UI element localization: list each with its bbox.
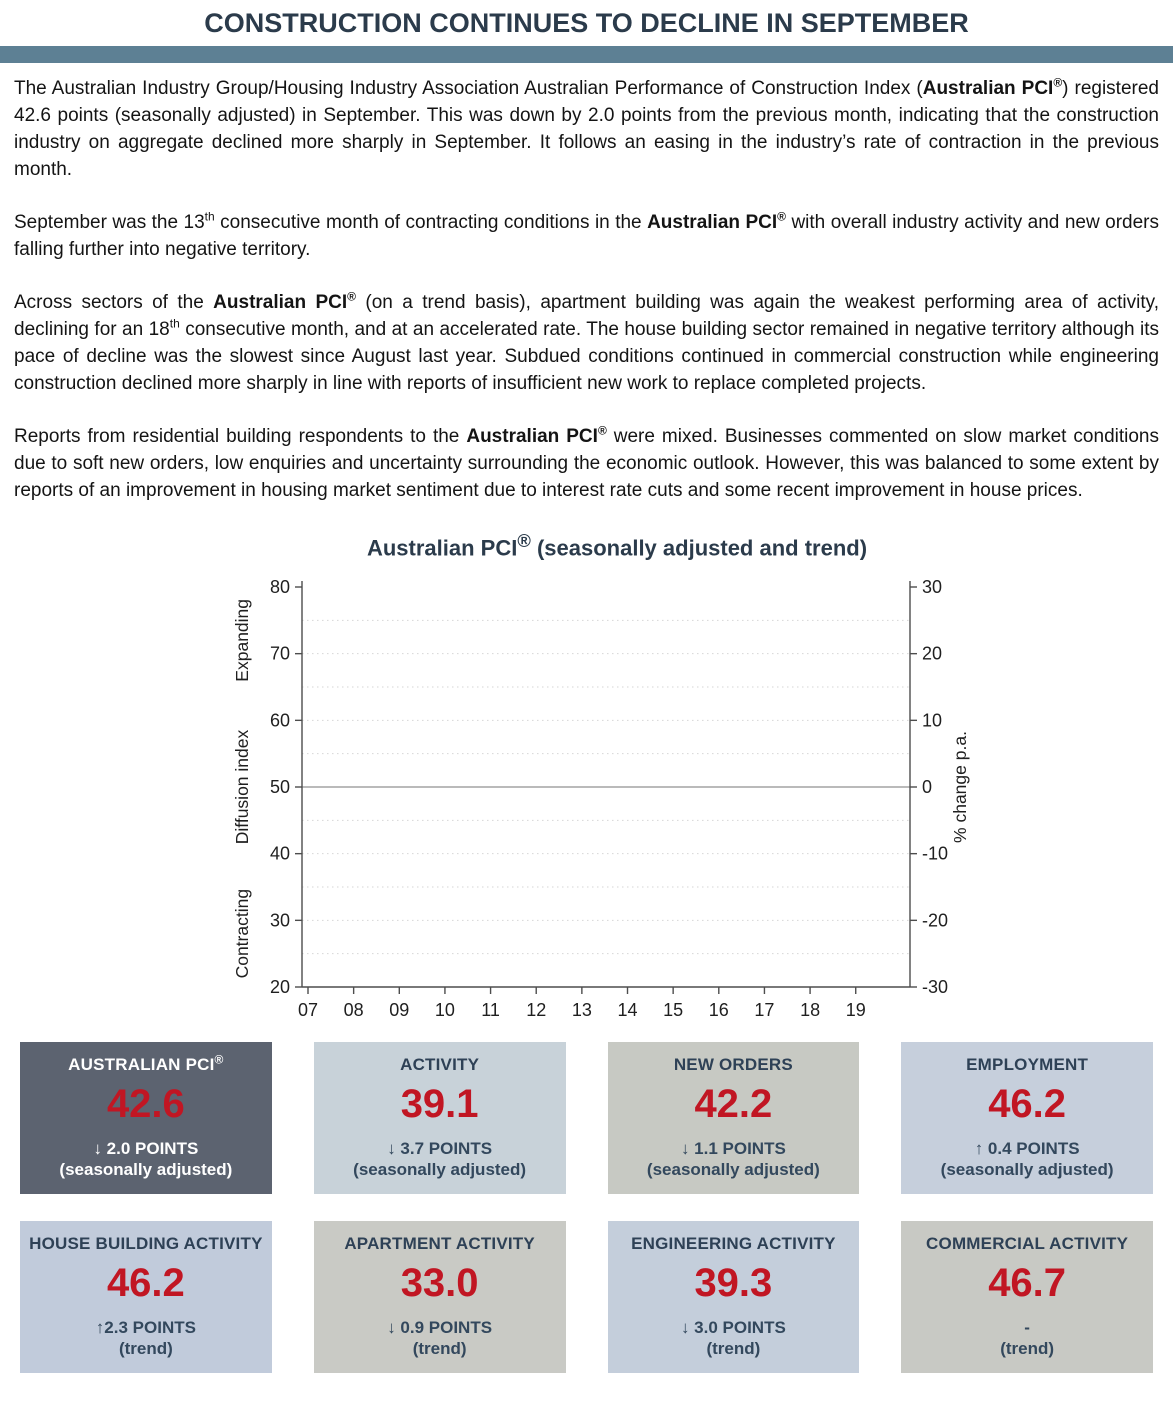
stat-box-basis: (trend) — [118, 1339, 173, 1359]
svg-text:70: 70 — [269, 643, 290, 664]
stat-box-value: 33.0 — [400, 1261, 479, 1306]
paragraph-sectors: Across sectors of the Australian PCI® (on a trend basis), apartment building was again the weakest performing area of activity, declining for an 18th consecutive month, and at an accelerated rate. The house building sector remained in negative territory although its pace of decline was the slowest since August last year. Subdued conditions continued in commercial construction while engineering construction declined more sharply in line with reports of insufficient new work to replace completed projects. — [14, 289, 1159, 394]
pci-chart — [222, 561, 1012, 1031]
paragraph-residential-reports: Reports from residential building respondents to the Australian PCI® were mixed. Businesses commented on slow market conditions due to soft new orders, low enquiries and uncertainty surrounding the economic outlook. However, this was balanced to some extent by reports of an improvement in housing market sentiment due to interest rate cuts and some recent improvement in house prices. — [14, 423, 1159, 501]
stat-box-basis: (trend) — [412, 1339, 467, 1359]
accent-divider-bar — [0, 46, 1173, 63]
stat-box-employment — [901, 1042, 1153, 1194]
stat-box-title: HOUSE BUILDING ACTIVITY — [29, 1234, 263, 1254]
stat-box-change: ↑ 0.4 POINTS — [974, 1139, 1080, 1159]
stat-box-change: ↑2.3 POINTS — [95, 1318, 196, 1338]
stat-box-value: 39.1 — [400, 1082, 479, 1127]
svg-text:12: 12 — [526, 1000, 547, 1021]
stat-box-change: ↓ 0.9 POINTS — [387, 1318, 493, 1338]
svg-text:30: 30 — [922, 577, 943, 598]
stat-box-new-orders — [608, 1042, 860, 1194]
stat-box-change: ↓ 3.0 POINTS — [680, 1318, 786, 1338]
stat-box-basis: (trend) — [1000, 1339, 1055, 1359]
stat-box-activity — [314, 1042, 566, 1194]
stat-box-value: 42.2 — [694, 1082, 773, 1127]
stat-box-title: APARTMENT ACTIVITY — [344, 1234, 535, 1254]
svg-text:19: 19 — [845, 1000, 866, 1021]
stat-box-engineering-activity — [608, 1221, 860, 1373]
stat-box-title: COMMERCIAL ACTIVITY — [926, 1234, 1129, 1254]
stat-box-title: EMPLOYMENT — [966, 1055, 1089, 1075]
svg-text:10: 10 — [922, 710, 943, 731]
svg-text:11: 11 — [481, 1000, 500, 1021]
pci-chart-section — [222, 530, 1012, 1036]
stat-box-value: 46.2 — [988, 1082, 1067, 1127]
svg-text:07: 07 — [297, 1000, 319, 1021]
svg-text:-30: -30 — [922, 977, 949, 998]
svg-text:13: 13 — [571, 1000, 592, 1021]
svg-text:0: 0 — [922, 777, 933, 798]
chart-title: Australian PCI® (seasonally adjusted and trend) — [366, 530, 868, 561]
paragraph-overview: The Australian Industry Group/Housing Industry Association Australian Performance of Construction Index (Australian PCI®) registered 42.6 points (seasonally adjusted) in September. This was down by 2.0 points from the previous month, indicating that the construction industry on aggregate declined more sharply in September. It follows an easing in the industry’s rate of contraction in the previous month. — [14, 75, 1159, 180]
svg-text:Diffusion index: Diffusion index — [232, 730, 252, 845]
svg-text:08: 08 — [343, 1000, 364, 1021]
stat-box-value: 39.3 — [694, 1261, 773, 1306]
svg-text:40: 40 — [269, 843, 290, 864]
stat-box-australian-pci — [20, 1042, 272, 1194]
svg-text:80: 80 — [269, 577, 290, 598]
stat-box-change: ↓ 3.7 POINTS — [387, 1139, 493, 1159]
stat-box-basis: (trend) — [706, 1339, 761, 1359]
svg-text:17: 17 — [754, 1000, 775, 1021]
svg-text:Expanding: Expanding — [232, 599, 252, 683]
svg-text:-20: -20 — [922, 910, 949, 931]
svg-text:16: 16 — [708, 1000, 729, 1021]
stat-box-title: NEW ORDERS — [673, 1055, 793, 1075]
stat-box-value: 42.6 — [106, 1082, 185, 1127]
stat-box-change: ↓ 1.1 POINTS — [680, 1139, 786, 1159]
svg-text:14: 14 — [617, 1000, 638, 1021]
svg-text:Contracting: Contracting — [232, 889, 252, 979]
svg-text:09: 09 — [389, 1000, 410, 1021]
svg-text:30: 30 — [269, 910, 290, 931]
stat-box-title: ACTIVITY — [400, 1055, 480, 1075]
stat-box-basis: (seasonally adjusted) — [646, 1160, 820, 1180]
paragraph-consecutive-months: September was the 13th consecutive month of contracting conditions in the Australian PCI® with overall industry activity and new orders falling further into negative territory. — [14, 209, 1159, 260]
svg-text:20: 20 — [922, 643, 943, 664]
stat-box-commercial-activity — [901, 1221, 1153, 1373]
stat-box-change: ↓ 2.0 POINTS — [93, 1139, 199, 1159]
svg-text:60: 60 — [269, 710, 290, 731]
svg-text:-10: -10 — [922, 843, 949, 864]
body-text — [0, 75, 1173, 504]
stat-box-value: 46.2 — [106, 1261, 185, 1306]
stat-box-apartment-activity — [314, 1221, 566, 1373]
stat-box-title: AUSTRALIAN PCI® — [68, 1052, 224, 1075]
stat-box-basis: (seasonally adjusted) — [353, 1160, 527, 1180]
stat-box-house-building-activity — [20, 1221, 272, 1373]
svg-text:18: 18 — [800, 1000, 821, 1021]
svg-text:50: 50 — [269, 777, 290, 798]
stat-box-value: 46.7 — [988, 1261, 1067, 1306]
svg-text:15: 15 — [663, 1000, 684, 1021]
stat-box-basis: (seasonally adjusted) — [59, 1160, 233, 1180]
svg-text:20: 20 — [269, 977, 290, 998]
svg-text:% change p.a.: % change p.a. — [950, 731, 970, 844]
stat-box-change: - — [1024, 1318, 1030, 1338]
svg-text:10: 10 — [434, 1000, 455, 1021]
stat-box-title: ENGINEERING ACTIVITY — [631, 1234, 836, 1254]
page-title: CONSTRUCTION CONTINUES TO DECLINE IN SEPTEMBER — [204, 8, 969, 38]
stat-boxes-grid — [20, 1042, 1153, 1373]
stat-box-basis: (seasonally adjusted) — [940, 1160, 1114, 1180]
